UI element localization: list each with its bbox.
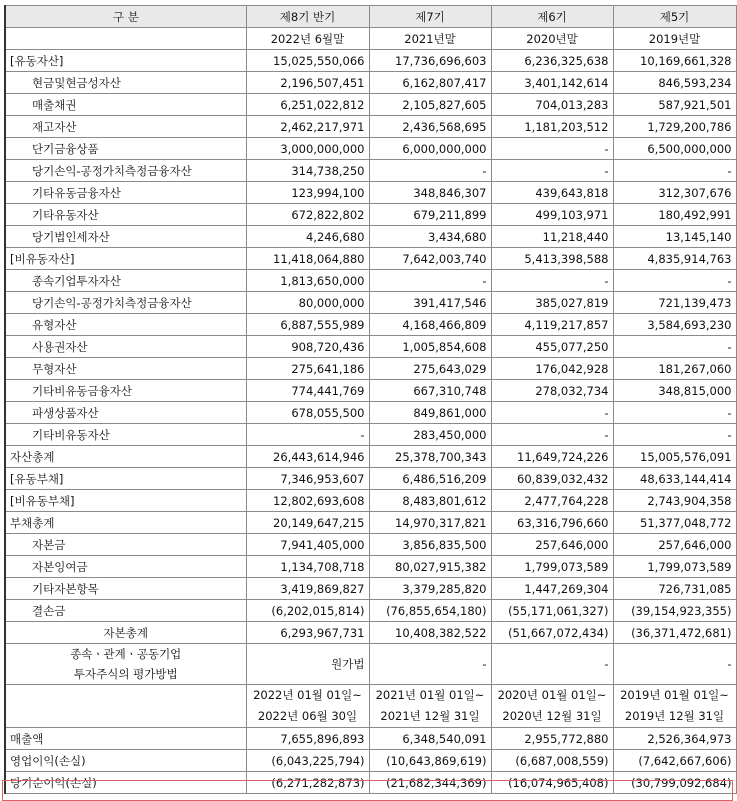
- table-row: [5, 556, 736, 578]
- value-cell: 391,417,546: [369, 292, 491, 314]
- table-row: [5, 446, 736, 468]
- financial-summary-table: [4, 5, 737, 794]
- row-label: 종속기업투자자산: [5, 270, 246, 292]
- table-row: [5, 358, 736, 380]
- value-cell: 1,799,073,589: [491, 556, 613, 578]
- row-label: 무형자산: [5, 358, 246, 380]
- table-row: [5, 138, 736, 160]
- value-cell: (10,643,869,619): [369, 750, 491, 772]
- row-label: [유동자산]: [5, 50, 246, 72]
- value-cell: 2,955,772,880: [491, 728, 613, 750]
- table-row: [5, 512, 736, 534]
- header-row: [5, 6, 736, 28]
- value-cell: 15,005,576,091: [613, 446, 736, 468]
- row-label: 영업이익(손실): [5, 750, 246, 772]
- valuation-label-line: 종속ㆍ관계ㆍ공동기업: [70, 647, 182, 661]
- value-cell: 51,377,048,772: [613, 512, 736, 534]
- row-label: 자본금: [5, 534, 246, 556]
- value-cell: 846,593,234: [613, 72, 736, 94]
- value-cell: 10,169,661,328: [613, 50, 736, 72]
- value-cell: 257,646,000: [613, 534, 736, 556]
- value-cell: 849,861,000: [369, 402, 491, 424]
- table-row: [5, 314, 736, 336]
- value-cell: 439,643,818: [491, 182, 613, 204]
- value-cell: 7,642,003,740: [369, 248, 491, 270]
- value-cell: -: [613, 424, 736, 446]
- value-cell: 3,584,693,230: [613, 314, 736, 336]
- value-cell: (76,855,654,180): [369, 600, 491, 622]
- table-row: [5, 490, 736, 512]
- table-row: [5, 534, 736, 556]
- row-label: [비유동자산]: [5, 248, 246, 270]
- value-cell: (36,371,472,681): [613, 622, 736, 644]
- value-cell: 257,646,000: [491, 534, 613, 556]
- value-cell: (51,667,072,434): [491, 622, 613, 644]
- table-row: [5, 72, 736, 94]
- value-cell: 726,731,085: [613, 578, 736, 600]
- value-cell: 1,181,203,512: [491, 116, 613, 138]
- valuation-label-line: 투자주식의 평가방법: [73, 667, 178, 681]
- table-row: [5, 402, 736, 424]
- date-cell: 2022년 6월말: [246, 28, 369, 50]
- value-cell: 1,447,269,304: [491, 578, 613, 600]
- table-row: [5, 248, 736, 270]
- row-label: [유동부채]: [5, 468, 246, 490]
- value-cell: 348,846,307: [369, 182, 491, 204]
- value-cell: (21,682,344,369): [369, 772, 491, 794]
- value-cell: 63,316,796,660: [491, 512, 613, 534]
- value-cell: -: [613, 160, 736, 182]
- value-cell: 1,799,073,589: [613, 556, 736, 578]
- header-label: 구 분: [5, 6, 246, 28]
- value-cell: 2,105,827,605: [369, 94, 491, 116]
- value-cell: 275,643,029: [369, 358, 491, 380]
- value-cell: 774,441,769: [246, 380, 369, 402]
- value-cell: 4,246,680: [246, 226, 369, 248]
- period-header: 제7기: [369, 6, 491, 28]
- row-label: 자산총계: [5, 446, 246, 468]
- row-label: 당기손익-공정가치측정금융자산: [5, 160, 246, 182]
- value-cell: 12,802,693,608: [246, 490, 369, 512]
- value-cell: 13,145,140: [613, 226, 736, 248]
- value-cell: -: [613, 270, 736, 292]
- value-cell: 17,736,696,603: [369, 50, 491, 72]
- value-cell: 20,149,647,215: [246, 512, 369, 534]
- value-cell: 672,822,802: [246, 204, 369, 226]
- value-cell: 1,729,200,786: [613, 116, 736, 138]
- value-cell: 348,815,000: [613, 380, 736, 402]
- period-header: 제8기 반기: [246, 6, 369, 28]
- value-cell: 499,103,971: [491, 204, 613, 226]
- value-cell: 4,835,914,763: [613, 248, 736, 270]
- value-cell: 6,000,000,000: [369, 138, 491, 160]
- value-cell: (6,043,225,794): [246, 750, 369, 772]
- value-cell: 5,413,398,588: [491, 248, 613, 270]
- date-cell: 2020년말: [491, 28, 613, 50]
- value-cell: -: [491, 424, 613, 446]
- value-cell: 6,162,807,417: [369, 72, 491, 94]
- value-cell: 2,743,904,358: [613, 490, 736, 512]
- valuation-row: [5, 644, 736, 685]
- value-cell: 80,027,915,382: [369, 556, 491, 578]
- value-cell: 6,293,967,731: [246, 622, 369, 644]
- value-cell: 25,378,700,343: [369, 446, 491, 468]
- table-row: [5, 116, 736, 138]
- period-to: 2019년 12월 31일: [624, 709, 725, 723]
- value-cell: 678,055,500: [246, 402, 369, 424]
- value-cell: 원가법: [246, 644, 369, 685]
- value-cell: 1,005,854,608: [369, 336, 491, 358]
- value-cell: 15,025,550,066: [246, 50, 369, 72]
- value-cell: 3,419,869,827: [246, 578, 369, 600]
- value-cell: 2,477,764,228: [491, 490, 613, 512]
- row-label: 결손금: [5, 600, 246, 622]
- value-cell: 275,641,186: [246, 358, 369, 380]
- table-row: [5, 578, 736, 600]
- value-cell: 2,196,507,451: [246, 72, 369, 94]
- row-label: 기타유동자산: [5, 204, 246, 226]
- value-cell: 3,856,835,500: [369, 534, 491, 556]
- value-cell: -: [491, 160, 613, 182]
- value-cell: 2,436,568,695: [369, 116, 491, 138]
- period-from: 2019년 01월 01일~: [620, 688, 729, 702]
- value-cell: (6,271,282,873): [246, 772, 369, 794]
- period-header: 제6기: [491, 6, 613, 28]
- row-label: 재고자산: [5, 116, 246, 138]
- value-cell: 1,134,708,718: [246, 556, 369, 578]
- value-cell: 48,633,144,414: [613, 468, 736, 490]
- value-cell: 4,119,217,857: [491, 314, 613, 336]
- table-row: [5, 468, 736, 490]
- row-label: 당기법인세자산: [5, 226, 246, 248]
- period-from: 2022년 01월 01일~: [253, 688, 362, 702]
- value-cell: 6,236,325,638: [491, 50, 613, 72]
- value-cell: 8,483,801,612: [369, 490, 491, 512]
- value-cell: (6,202,015,814): [246, 600, 369, 622]
- value-cell: 3,000,000,000: [246, 138, 369, 160]
- income-period-row: [5, 685, 736, 728]
- value-cell: -: [369, 270, 491, 292]
- period-range: [246, 685, 369, 728]
- value-cell: 26,443,614,946: [246, 446, 369, 468]
- value-cell: 3,379,285,820: [369, 578, 491, 600]
- value-cell: 1,813,650,000: [246, 270, 369, 292]
- value-cell: 2,462,217,971: [246, 116, 369, 138]
- period-to: 2022년 06월 30일: [257, 709, 358, 723]
- value-cell: 180,492,991: [613, 204, 736, 226]
- table-row: [5, 160, 736, 182]
- value-cell: (7,642,667,606): [613, 750, 736, 772]
- table-row: [5, 270, 736, 292]
- value-cell: 6,348,540,091: [369, 728, 491, 750]
- value-cell: 283,450,000: [369, 424, 491, 446]
- period-range: [613, 685, 736, 728]
- value-cell: -: [369, 160, 491, 182]
- value-cell: 6,486,516,209: [369, 468, 491, 490]
- income-row: [5, 750, 736, 772]
- period-range: [491, 685, 613, 728]
- value-cell: 10,408,382,522: [369, 622, 491, 644]
- row-label: 부채총계: [5, 512, 246, 534]
- row-label: 기타비유동금융자산: [5, 380, 246, 402]
- table-row: [5, 622, 736, 644]
- value-cell: -: [613, 336, 736, 358]
- value-cell: 6,500,000,000: [613, 138, 736, 160]
- income-row: [5, 772, 736, 794]
- value-cell: 679,211,899: [369, 204, 491, 226]
- period-from: 2020년 01월 01일~: [497, 688, 607, 702]
- value-cell: 587,921,501: [613, 94, 736, 116]
- table-row: [5, 336, 736, 358]
- row-label: 당기순이익(손실): [5, 772, 246, 794]
- value-cell: (55,171,061,327): [491, 600, 613, 622]
- value-cell: 704,013,283: [491, 94, 613, 116]
- value-cell: 11,649,724,226: [491, 446, 613, 468]
- value-cell: 312,307,676: [613, 182, 736, 204]
- row-label: 자본잉여금: [5, 556, 246, 578]
- value-cell: 385,027,819: [491, 292, 613, 314]
- value-cell: 6,251,022,812: [246, 94, 369, 116]
- valuation-label: [5, 644, 246, 685]
- row-label: 현금및현금성자산: [5, 72, 246, 94]
- table-row: [5, 94, 736, 116]
- table-row: [5, 50, 736, 72]
- table-row: [5, 292, 736, 314]
- value-cell: 7,655,896,893: [246, 728, 369, 750]
- value-cell: -: [613, 402, 736, 424]
- row-label: 기타비유동자산: [5, 424, 246, 446]
- value-cell: 181,267,060: [613, 358, 736, 380]
- row-label: 사용권자산: [5, 336, 246, 358]
- row-label: 단기금융상품: [5, 138, 246, 160]
- row-label: [비유동부채]: [5, 490, 246, 512]
- row-label: 기타자본항목: [5, 578, 246, 600]
- value-cell: 123,994,100: [246, 182, 369, 204]
- value-cell: -: [369, 644, 491, 685]
- period-header: 제5기: [613, 6, 736, 28]
- date-cell: 2021년말: [369, 28, 491, 50]
- value-cell: 6,887,555,989: [246, 314, 369, 336]
- row-label: 당기손익-공정가치측정금융자산: [5, 292, 246, 314]
- value-cell: (39,154,923,355): [613, 600, 736, 622]
- value-cell: 176,042,928: [491, 358, 613, 380]
- row-label: 자본총계: [5, 622, 246, 644]
- value-cell: -: [491, 270, 613, 292]
- row-label: 매출액: [5, 728, 246, 750]
- value-cell: 314,738,250: [246, 160, 369, 182]
- value-cell: 278,032,734: [491, 380, 613, 402]
- value-cell: -: [491, 402, 613, 424]
- table-row: [5, 380, 736, 402]
- value-cell: -: [491, 644, 613, 685]
- value-cell: -: [246, 424, 369, 446]
- value-cell: (30,799,092,684): [613, 772, 736, 794]
- income-row: [5, 728, 736, 750]
- table-row: [5, 182, 736, 204]
- value-cell: 60,839,032,432: [491, 468, 613, 490]
- value-cell: 11,218,440: [491, 226, 613, 248]
- period-from: 2021년 01월 01일~: [375, 688, 485, 702]
- value-cell: 667,310,748: [369, 380, 491, 402]
- value-cell: 3,434,680: [369, 226, 491, 248]
- table-row: [5, 424, 736, 446]
- table-row: [5, 600, 736, 622]
- row-label: 유형자산: [5, 314, 246, 336]
- value-cell: 80,000,000: [246, 292, 369, 314]
- table-row: [5, 204, 736, 226]
- value-cell: 11,418,064,880: [246, 248, 369, 270]
- row-label: 매출채권: [5, 94, 246, 116]
- value-cell: 4,168,466,809: [369, 314, 491, 336]
- period-range: [369, 685, 491, 728]
- value-cell: 908,720,436: [246, 336, 369, 358]
- date-cell: 2019년말: [613, 28, 736, 50]
- value-cell: 721,139,473: [613, 292, 736, 314]
- value-cell: 3,401,142,614: [491, 72, 613, 94]
- value-cell: 7,346,953,607: [246, 468, 369, 490]
- value-cell: 14,970,317,821: [369, 512, 491, 534]
- date-row: [5, 28, 736, 50]
- value-cell: (6,687,008,559): [491, 750, 613, 772]
- table-row: [5, 226, 736, 248]
- period-to: 2020년 12월 31일: [502, 709, 602, 723]
- period-to: 2021년 12월 31일: [380, 709, 480, 723]
- row-label: 파생상품자산: [5, 402, 246, 424]
- value-cell: -: [491, 138, 613, 160]
- value-cell: (16,074,965,408): [491, 772, 613, 794]
- value-cell: 455,077,250: [491, 336, 613, 358]
- value-cell: 2,526,364,973: [613, 728, 736, 750]
- value-cell: -: [613, 644, 736, 685]
- row-label: 기타유동금융자산: [5, 182, 246, 204]
- value-cell: 7,941,405,000: [246, 534, 369, 556]
